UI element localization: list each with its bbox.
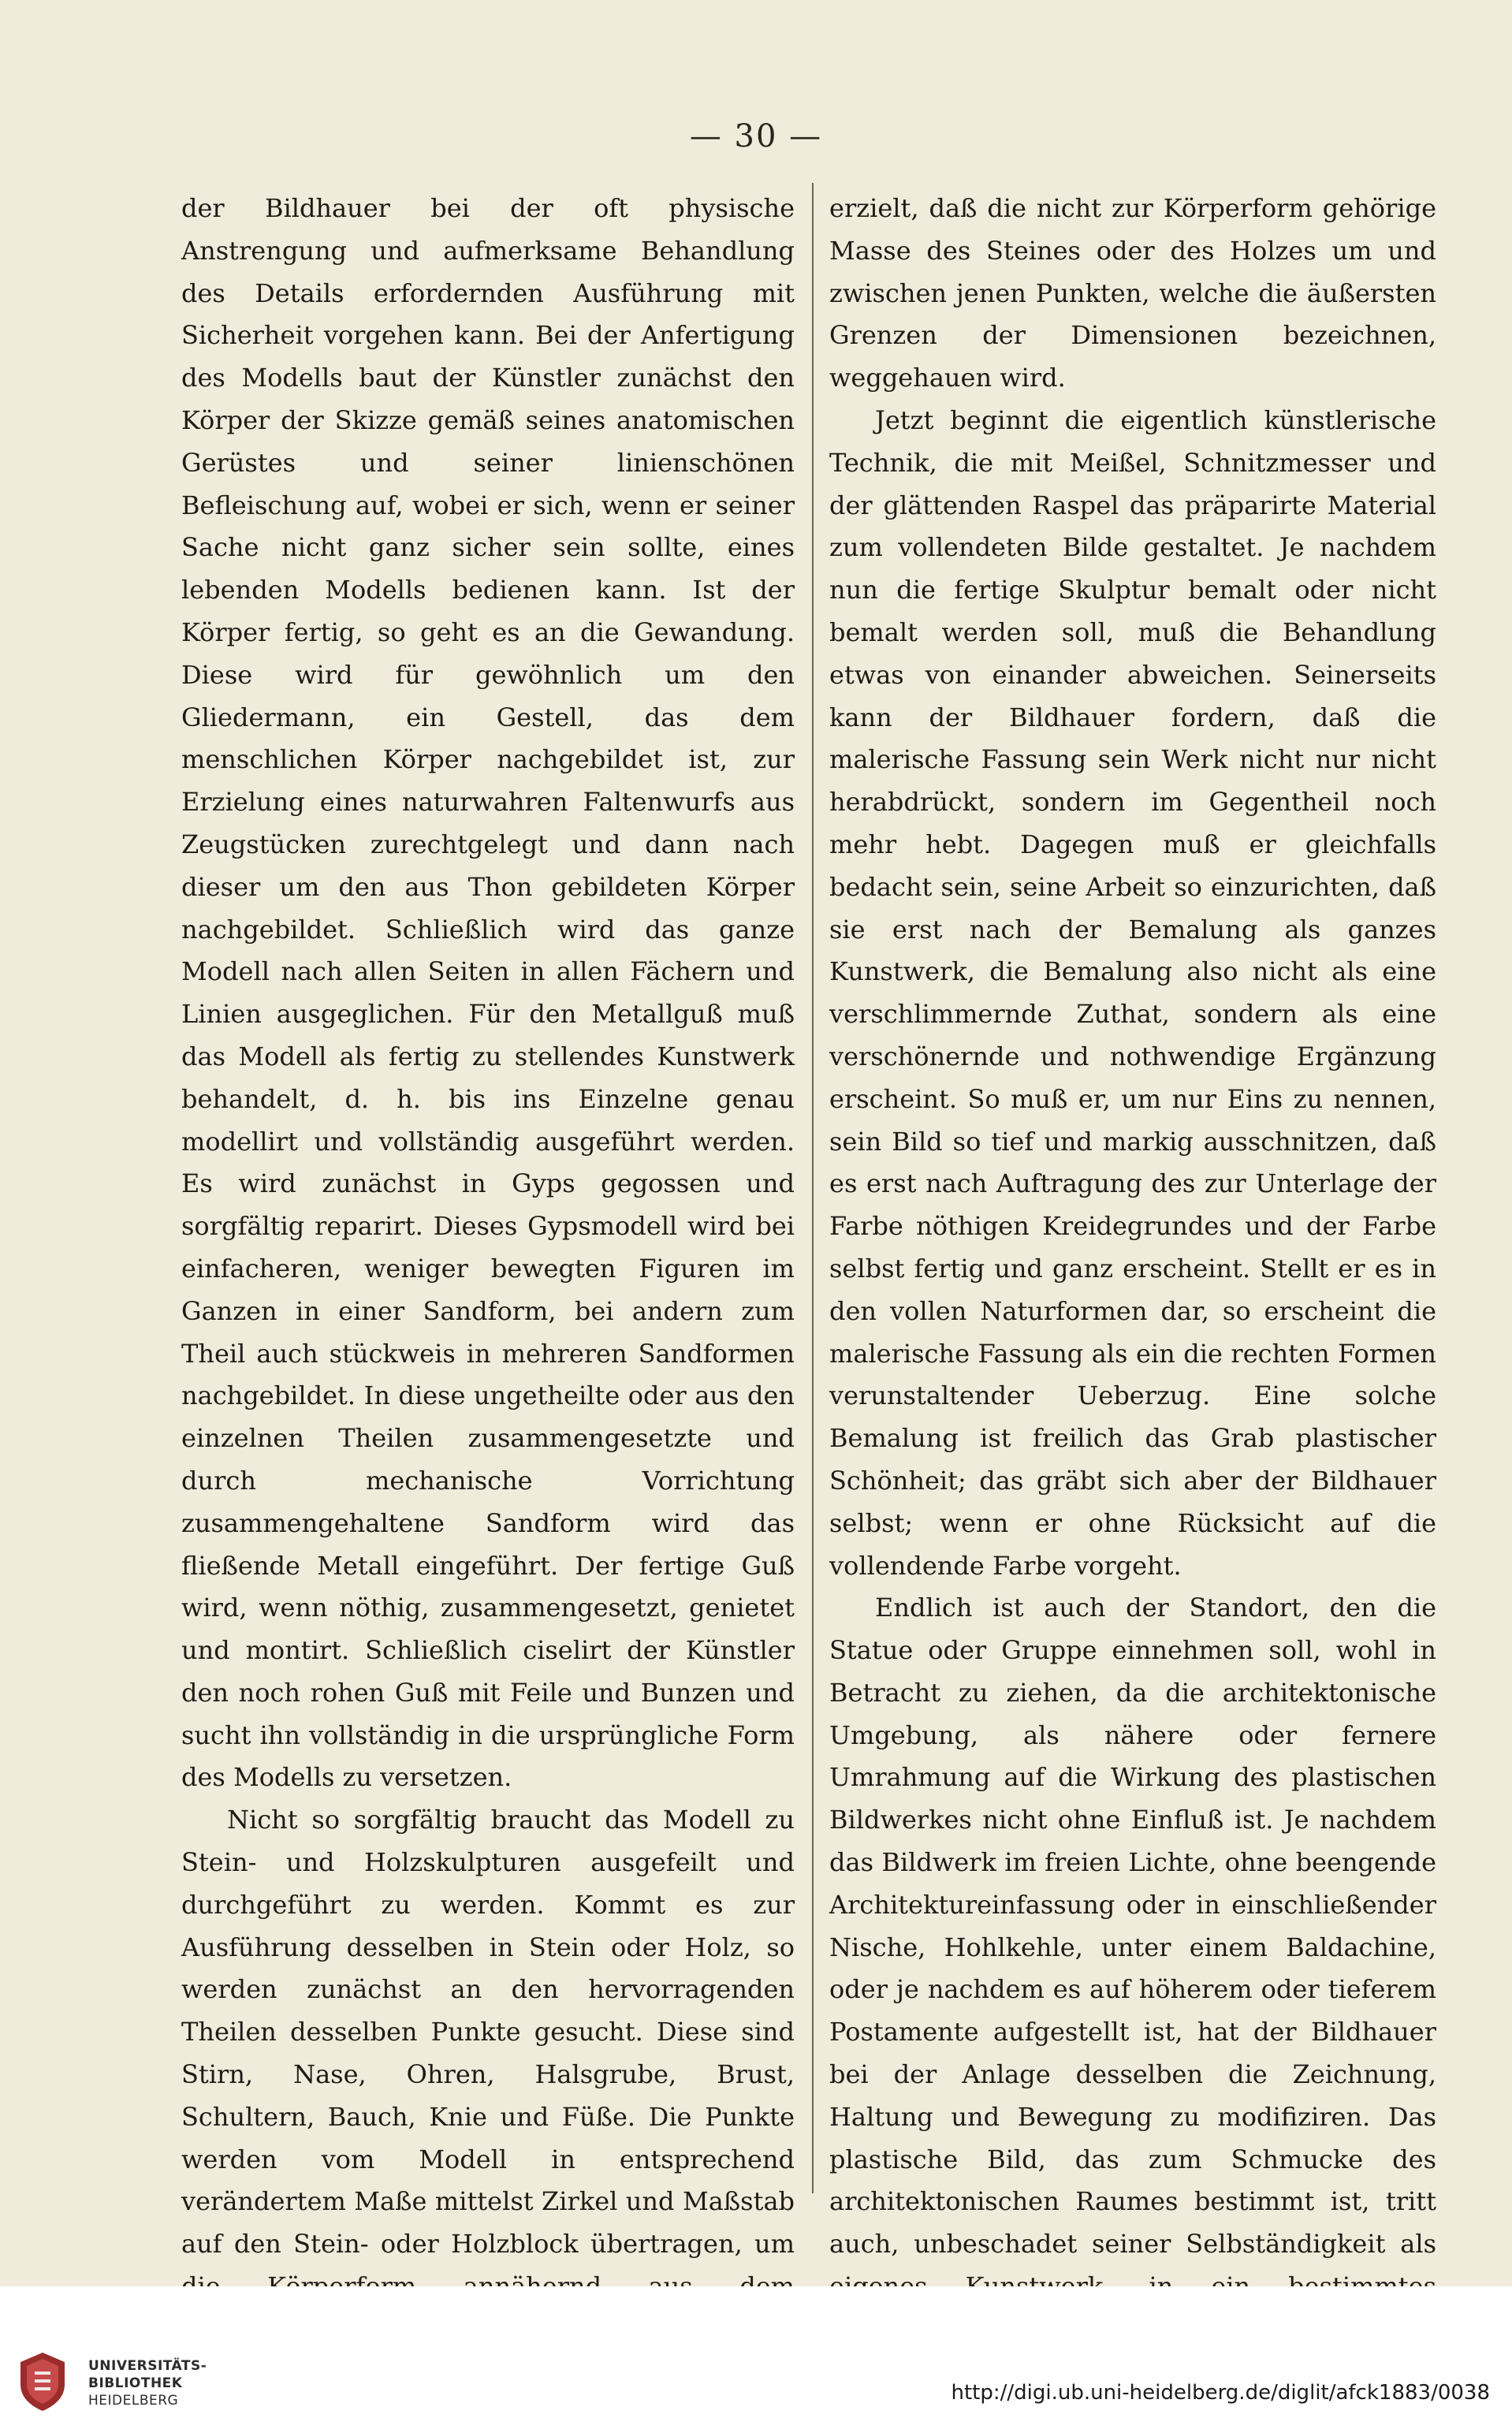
right-column <box>829 188 1436 2260</box>
paragraph: Jetzt beginnt die eigentlich künstlerische Technik, die mit Meißel, Schnitzmesser und der glättenden Raspel das präparirte Material zum vollendeten Bilde gestaltet. Je nachdem nun die fertige Skulptur bemalt oder nicht bemalt werden soll, muß die Behandlung etwas von einander abweichen. Seinerseits kann der Bildhauer fordern, daß die malerische Fassung sein Werk nicht nur nicht herabdrückt, sondern im Gegentheil noch mehr hebt. Dagegen muß er gleichfalls bedacht sein, seine Arbeit so einzurichten, daß sie erst nach der Bemalung als ganzes Kunstwerk, die Bemalung also nicht als eine verschlimmernde Zuthat, sondern als eine verschönernde und nothwendige Ergänzung erscheint. So muß er, um nur Eins zu nennen, sein Bild so tief und markig ausschnitzen, daß es erst nach Auftragung des zur Unterlage der Farbe nöthigen Kreidegrundes und der Farbe selbst fertig und ganz erscheint. Stellt er es in den vollen Naturformen dar, so erscheint die malerische Fassung als ein die rechten Formen verunstaltender Ueberzug. Eine solche Bemalung ist freilich das Grab plastischer Schönheit; das gräbt sich aber der Bildhauer selbst; wenn er ohne Rücksicht auf die vollendende Farbe vorgeht. <box>829 404 1436 1581</box>
left-column <box>181 188 795 2260</box>
paragraph: der Bildhauer bei der oft physische Anstrengung und aufmerksame Behandlung des Details erfordernden Ausführung mit Sicherheit vorgehen kann. Bei der Anfertigung des Modells baut der Künstler zunächst den Körper der Skizze gemäß seines anatomischen Gerüstes und seiner linienschönen Befleischung auf, wobei er sich, wenn er seiner Sache nicht ganz sicher sein sollte, eines lebenden Modells bedienen kann. Ist der Körper fertig, so geht es an die Gewandung. Diese wird für gewöhnlich um den Gliedermann, ein Gestell, das dem menschlichen Körper nachgebildet ist, zur Erzielung eines naturwahren Faltenwurfs aus Zeugstücken zurechtgelegt und dann nach dieser um den aus Thon gebildeten Körper nachgebildet. Schließlich wird das ganze Modell nach allen Seiten in allen Fächern und Linien ausgeglichen. Für den Metallguß muß das Modell als fertig zu stellendes Kunstwerk behandelt, d. h. bis ins Einzelne genau modellirt und vollständig ausgeführt werden. Es wird zunächst in Gyps gegossen und sorgfältig reparirt. Dieses Gypsmodell wird bei einfacheren, weniger bewegten Figuren im Ganzen in einer Sandform, bei andern zum Theil auch stückweis in mehreren Sandformen nachgebildet. In diese ungetheilte oder aus den einzelnen Theilen zusammengesetzte und durch mechanische Vorrichtung zusammengehaltene Sandform wird das fließende Metall eingeführt. Der fertige Guß wird, wenn nöthig, zusammengesetzt, genietet und montirt. Schließlich ciselirt der Künstler den noch rohen Guß mit Feile und Bunzen und sucht ihn vollständig in die ursprüngliche Form des Modells zu versetzen. <box>181 193 795 1793</box>
column-divider <box>812 183 814 2193</box>
paragraph: Nicht so sorgfältig braucht das Modell zu Stein- und Holzskulpturen ausgefeilt und durchgeführt zu werden. Kommt es zur Ausführung desselben in Stein oder Holz, so werden zunächst an den hervorragenden Theilen desselben Punkte gesucht. Diese sind Stirn, Nase, Ohren, Halsgrube, Brust, Schultern, Bauch, Knie und Füße. Die Punkte werden vom Modell in entsprechend verändertem Maße mittelst Zirkel und Maßstab auf den Stein- oder Holzblock übertragen, um <box>181 1805 795 2260</box>
library-logo <box>88 2357 207 2409</box>
page-number: — 30 — <box>689 118 823 155</box>
library-seal-icon <box>16 2349 69 2413</box>
library-name-line: UNIVERSITÄTS- <box>88 2358 207 2374</box>
library-name-line: HEIDELBERG <box>88 2393 179 2409</box>
footer-bar <box>0 2286 1512 2433</box>
paragraph: erzielt, daß die nicht zur Körperform gehörige Masse des Steines oder des Holzes um und zwischen jenen Punkten, welche die äußersten Grenzen der Dimensionen bezeichnen, weggehauen wird. <box>829 193 1436 393</box>
library-name-line: BIBLIOTHEK <box>88 2375 183 2391</box>
paragraph: Endlich ist auch der Standort, den die Statue oder Gruppe einnehmen soll, wohl in Betracht zu ziehen, da die architektonische Umgebung, als nähere oder fernere Umrahmung auf die Wirkung des plastischen Bildwerkes nicht ohne Einfluß ist. Je nachdem das Bildwerk im freien Lichte, ohne beengende Architektureinfassung oder in einschließender Nische, Hohlkehle, unter einem Baldachine, oder je nachdem es auf höherem oder tieferem Postamente aufgestellt ist, hat der Bildhauer bei der Anlage desselben die Zeichnung, Haltung und Bewegung zu modifiziren. Das plastische Bild, das zum Schmucke des architektonischen Raumes bestimmt ist, tritt auch, unbeschadet seiner Selbständigkeit als <box>829 1593 1436 2260</box>
source-url-link[interactable]: http://digi.ub.uni-heidelberg.de/diglit/afck1883/0038 <box>951 2381 1490 2405</box>
